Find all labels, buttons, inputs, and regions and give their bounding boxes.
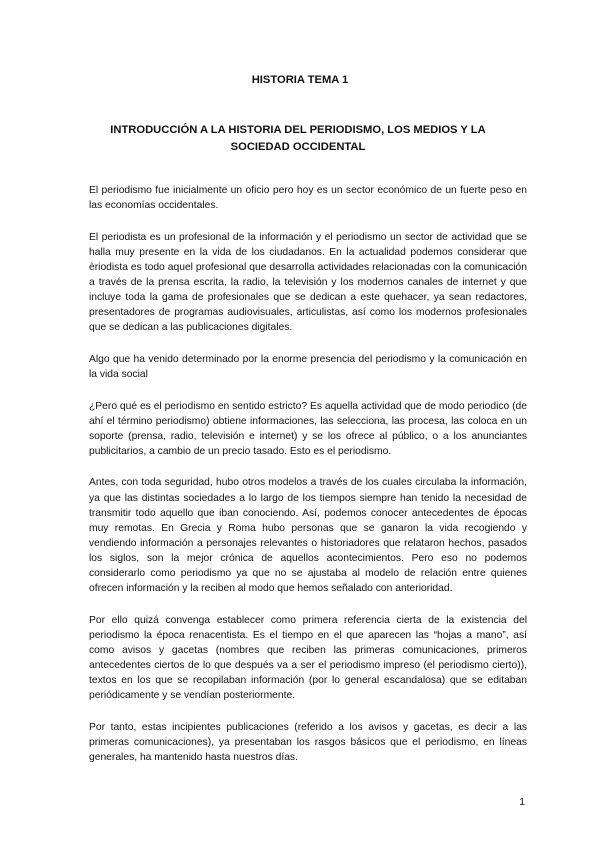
paragraph-5: Antes, con toda seguridad, hubo otros modelos a través de los cuales circulaba la información, ya que las distintas sociedades a lo largo de los tiempos siempre han tenido la necesidad de transmitir todo aquello que iban conociendo. Así, podemos conocer antecedentes de épocas muy remotas. En Grecia y Roma hubo personas que se ganaron la vida recogiendo y vendiendo información a personajes relevantes o historiadores que relataron hechos, pasados los siglos, son la mejor crónica de aquellos acontecimientos. Pero eso no podemos considerarlo como periodismo ya que no se ajustaba al modelo de relación entre quienes ofrecen información y la reciben al modo que hemos señalado con anterioridad. [89,477,527,595]
paragraph-7: Por tanto, estas incipientes publicaciones (referido a los avisos y gacetas, es decir a las primeras comunicaciones), ya presentaban los rasgos básicos que el periodismo, en líneas generales, ha mantenido hasta nuestros días. [89,721,527,763]
paragraph-6: Por ello quizá convenga establecer como primera referencia cierta de la existencia del periodismo la época renacentista. Es el tiempo en el que aparecen las “hojas a mano”, así como avisos y gacetas (nombres que reciben las primeras comunicaciones, primeros antecedentes ciertos de lo que después va a ser el periodismo impreso (el periodismo cierto)), textos en los que se recopilaban información (por lo general escandalosa) que se editaban periódicamente y se vendían posteriormente. [89,614,527,702]
document-title: HISTORIA TEMA 1 [251,74,349,86]
paragraph-4: ¿Pero qué es el periodismo en sentido estricto? Es aquella actividad que de modo periodico (de ahí el término periodismo) obtiene informaciones, las selecciona, las procesa, las coloca en un soporte (prensa, radio, televisión e internet) y se los ofrece al público, o a los anunciantes publicitarios, a cambio de un precio tasado. Esto es el periodismo. [89,400,527,457]
document-subtitle: INTRODUCCIÓN A LA HISTORIA DEL PERIODISMO, LOS MEDIOS Y LA SOCIEDAD OCCIDENTAL [110,124,486,153]
page-number: 1 [519,797,525,808]
document-body [89,183,527,782]
paragraph-2: El periodista es un profesional de la información y el periodismo un sector de actividad que se halla muy presente en la vida de los ciudadanos. En la actualidad podemos considerar que èriodista es todo aquel profesional que desarrolla actividades relacionadas con la comunicación a través de la prensa escrita, la radio, la televisión y los modernos canales de internet y que incluye toda la gama de profesionales que se dedican a este quehacer, ya sean redactores, presentadores de programas audiovisuales, articulistas, así como los modernos profesionales que se dedican a las publicaciones digitales. [89,231,527,334]
paragraph-3: Algo que ha venido determinado por la enorme presencia del periodismo y la comunicación en la vida social [89,353,527,380]
paragraph-1: El periodismo fue inicialmente un oficio pero hoy es un sector económico de un fuerte peso en las economías occidentales. [89,185,527,212]
